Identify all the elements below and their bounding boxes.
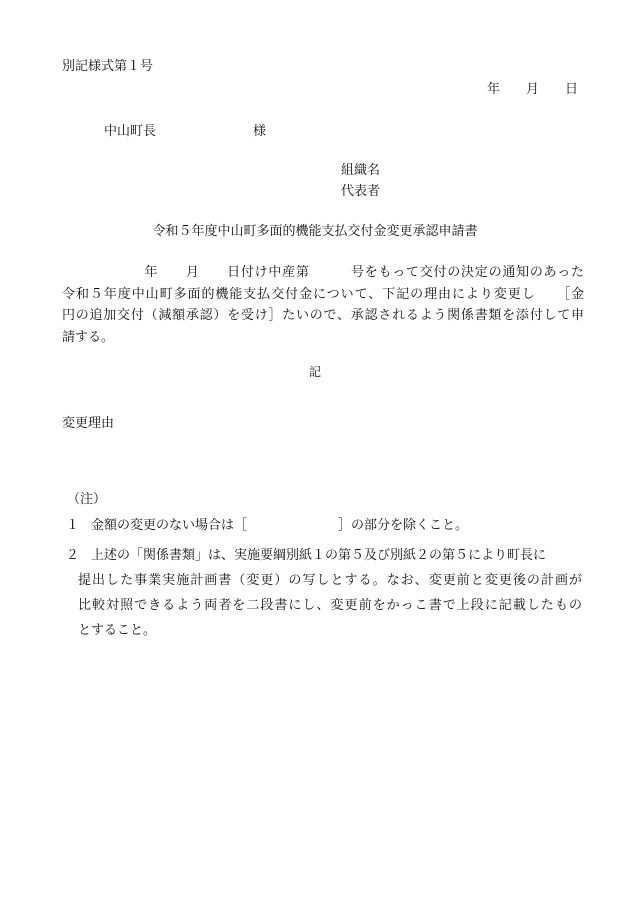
body-line: 円の追加交付（減額承認）を受け］たいので、承認されるよう関係書類を添付して申 [62,308,584,323]
body-line: 年 月 日付け中産第 号をもって交付の決定の通知のあった [62,265,584,280]
addressee-name: 中山町長 [104,124,157,139]
change-reason-label: 変更理由 [62,416,115,431]
body-line: 請する。 [62,329,115,345]
addressee-honorific: 様 [253,124,267,139]
note-number: １ [66,518,80,533]
addressee [104,124,266,140]
body-line: 令和５年度中山町多面的機能支払交付金について、下記の理由により変更し ［金 [62,286,584,302]
ki-heading: 記 [308,365,321,379]
date-month: 月 [525,82,539,97]
note-line: 提出した事業実施計画書（変更）の写しとする。なお、変更前と変更後の計画が [78,573,582,588]
note-item-1 [66,518,468,534]
form-number: 別記様式第１号 [62,59,154,74]
application-body [62,262,584,348]
date-line [487,82,578,98]
note-text: 金額の変更のない場合は［ ］の部分を除くこと。 [91,518,469,533]
note-line: 比較対照できるよう両者を二段書にし、変更前をかっこ書で上段に記載したもの [78,598,582,613]
date-day: 日 [564,82,578,97]
note-line [66,543,582,568]
document-title: 令和５年度中山町多面的機能支払交付金変更承認申請書 [152,224,478,239]
note-item-2 [66,543,582,643]
notes-heading: （注） [67,492,107,507]
applicant-organization: 組織名 [341,163,381,178]
note-text: 上述の「関係書類」は、実施要綱別紙１の第５及び別紙２の第５により町長に [91,548,547,563]
note-line: とすること。 [78,623,157,638]
note-number: ２ [66,548,80,563]
date-year: 年 [486,82,500,97]
applicant-representative: 代表者 [341,184,381,199]
